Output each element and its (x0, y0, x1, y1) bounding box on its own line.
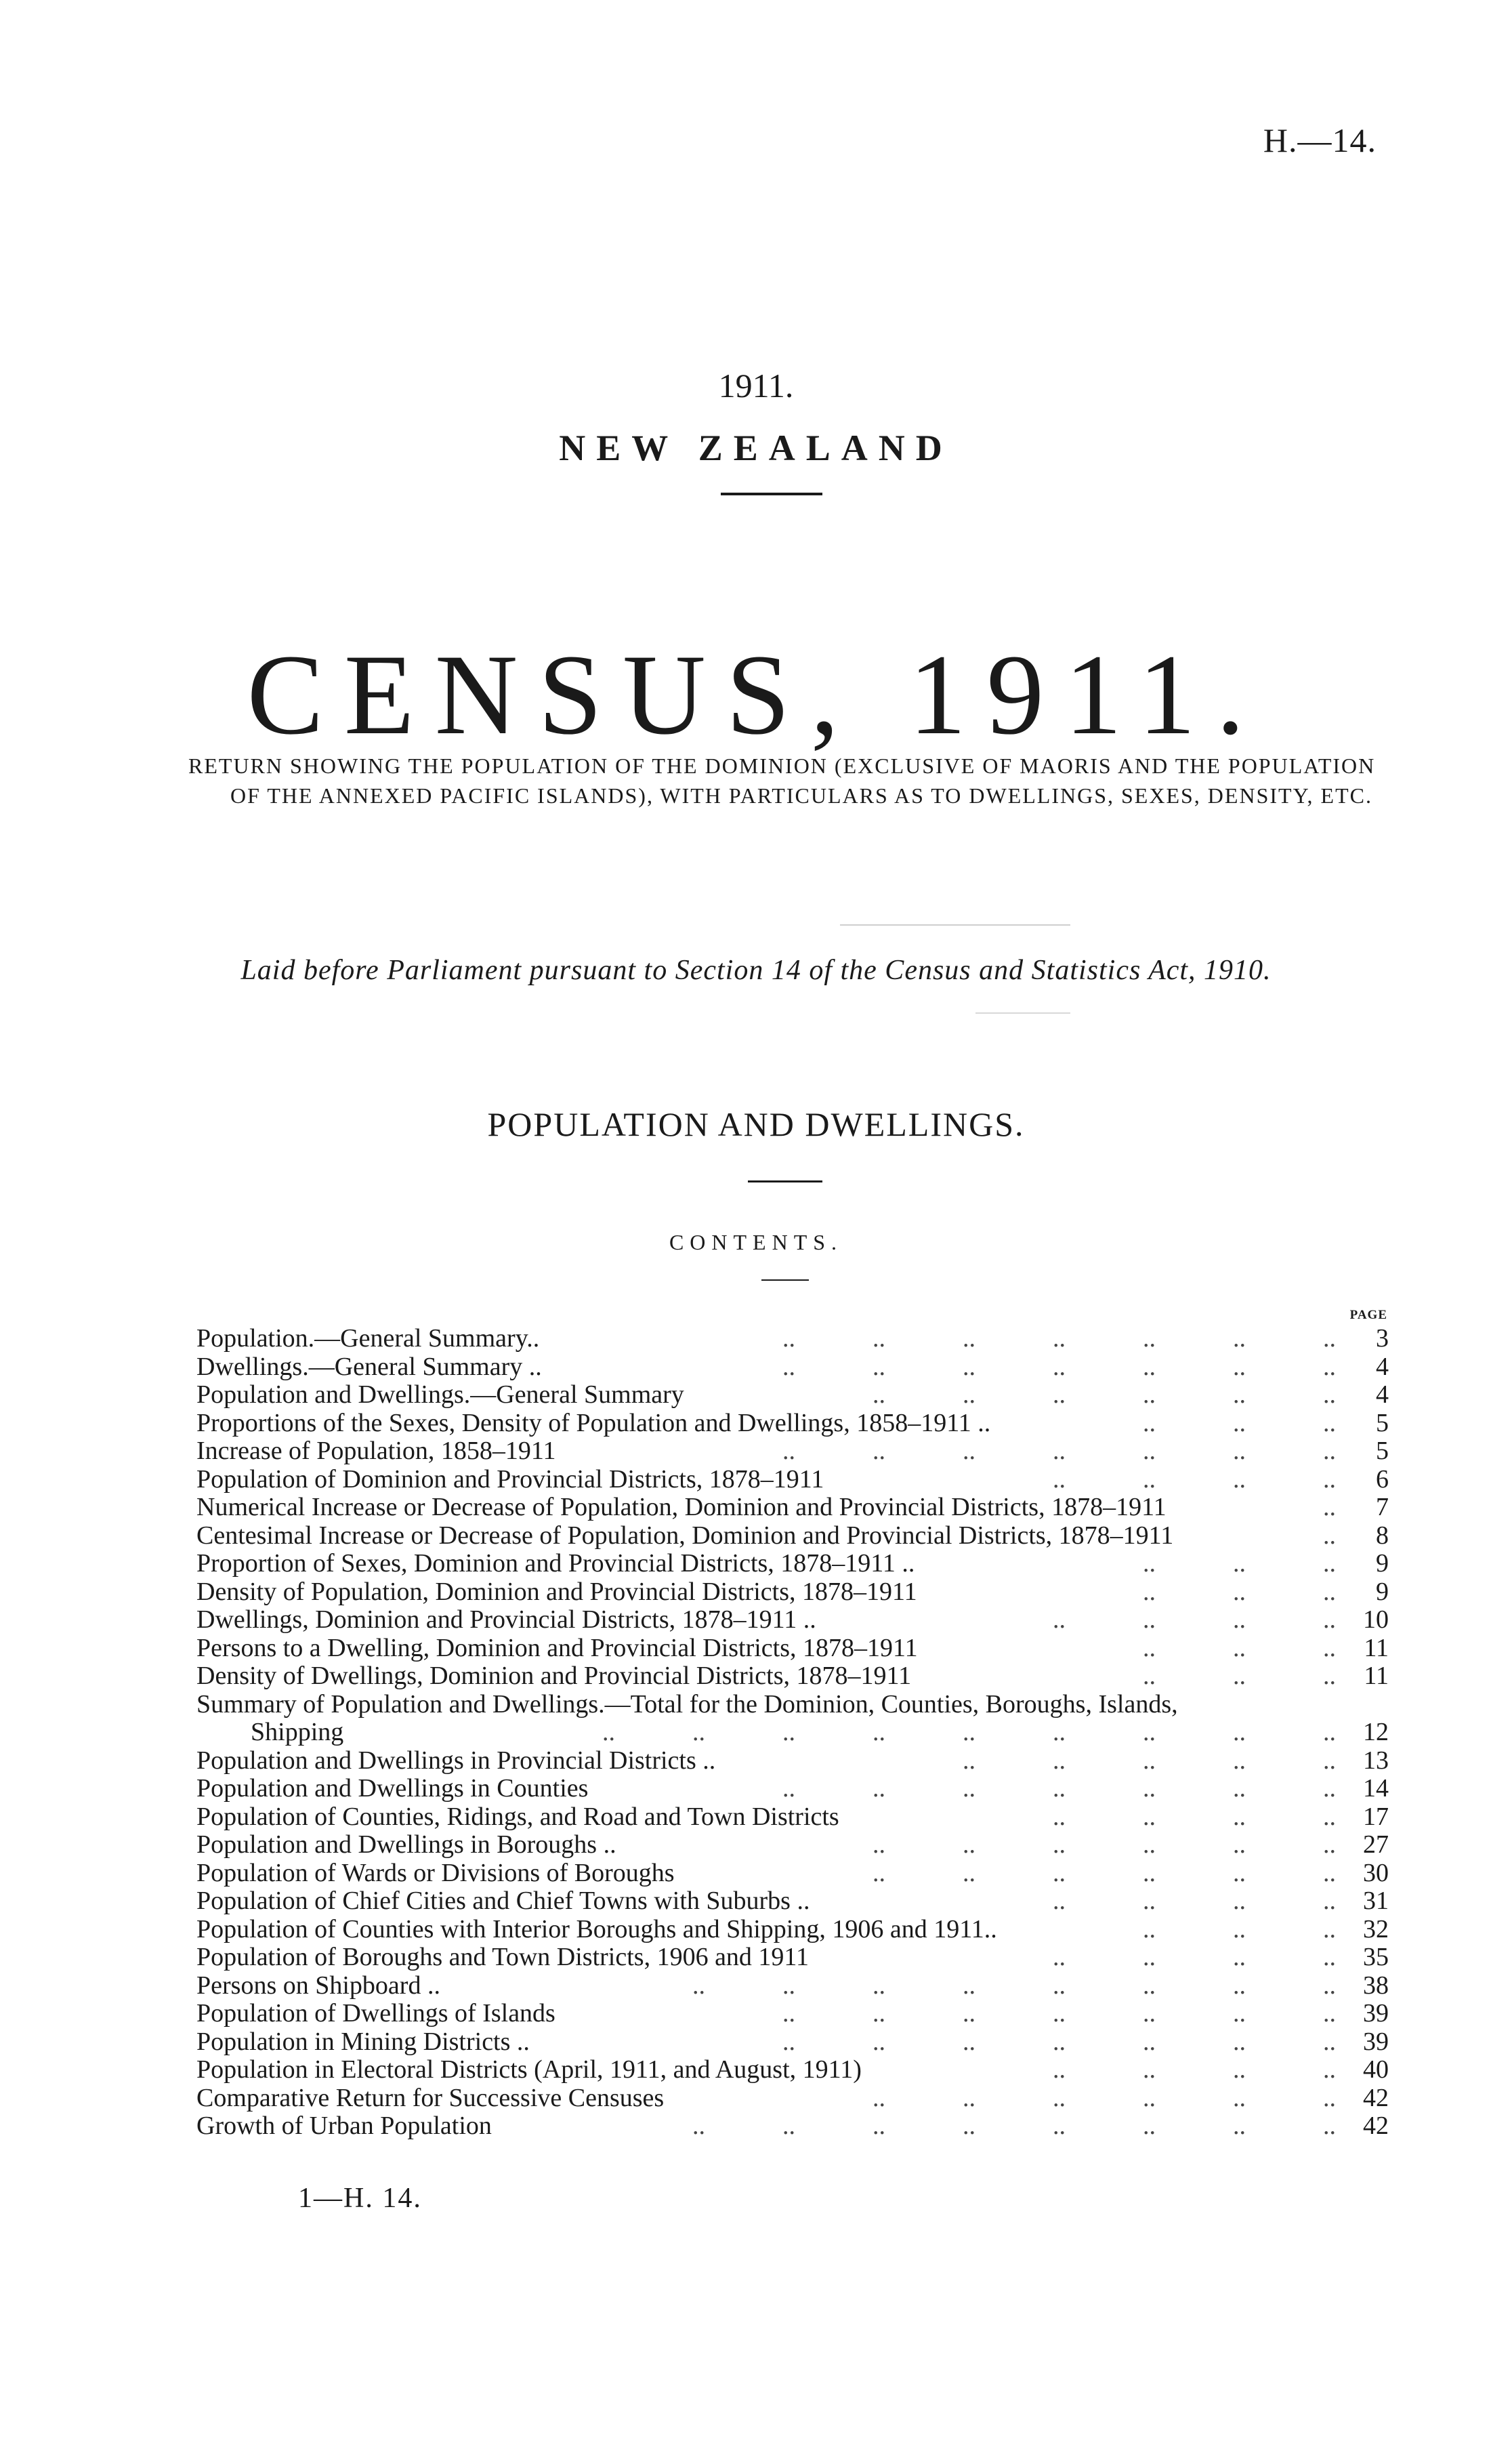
dot-leader: .. .. .. (1143, 1633, 1336, 1662)
contents-entry (196, 1409, 1389, 1438)
dot-leader: .. .. .. .. .. .. .. (782, 2027, 1336, 2056)
contents-entry-page: 4 (1376, 1380, 1389, 1409)
contents-entry (196, 1437, 1389, 1466)
dot-leader: .. .. .. .. .. .. (873, 1858, 1336, 1887)
contents-entry-title: Population of Dominion and Provincial Districts, 1878–1911 (196, 1464, 824, 1494)
sheet-signature: 1—H. 14. (298, 2183, 422, 2214)
faint-mark (975, 1012, 1070, 1014)
contents-entry (196, 1747, 1389, 1775)
contents-entry (196, 1381, 1389, 1409)
contents-entry-title: Population and Dwellings.—General Summary (196, 1380, 684, 1409)
contents-entry-page: 5 (1376, 1408, 1389, 1437)
contents-entry-title: Population of Boroughs and Town Districts, 1906 and 1911 (196, 1943, 810, 1971)
subtitle (188, 751, 1381, 810)
document-year: 1911. (718, 367, 794, 405)
contents-entry-title: Population of Counties with Interior Boroughs and Shipping, 1906 and 1911.. (196, 1914, 997, 1943)
contents-entry-page: 40 (1363, 2055, 1389, 2084)
dot-leader: .. (1323, 1493, 1336, 1521)
country-heading: NEW ZEALAND (559, 428, 953, 468)
contents-entry-title: Population of Dwellings of Islands (196, 1999, 555, 2028)
dot-leader: .. .. .. .. .. .. .. .. (692, 1971, 1336, 2000)
contents-list (196, 1325, 1389, 2141)
contents-entry-title: Density of Dwellings, Dominion and Provincial Districts, 1878–1911 (196, 1662, 912, 1690)
contents-entry-page: 14 (1363, 1774, 1389, 1803)
dot-leader: .. (1323, 1521, 1336, 1550)
contents-entry (196, 1943, 1389, 1972)
dot-leader: .. .. .. .. .. .. (873, 1830, 1336, 1859)
contents-entry-title: Density of Population, Dominion and Provincial Districts, 1878–1911 (196, 1577, 917, 1606)
subtitle-text: RETURN SHOWING THE POPULATION OF THE DOMINION (EXCLUSIVE OF MAORIS AND THE POPULATION OF THE ANNEXED PACIFIC ISLANDS), WITH PARTICULARS AS TO DWELLINGS, SEXES, DENSITY, ETC. (188, 754, 1376, 808)
contents-entry (196, 1466, 1389, 1494)
contents-entry-title: Population and Dwellings in Provincial Districts .. (196, 1746, 716, 1775)
dot-leader: .. .. .. .. .. .. .. .. .. (602, 1718, 1336, 1746)
contents-entry-page: 39 (1363, 1999, 1389, 2028)
contents-entry (196, 2028, 1389, 2057)
contents-entry (196, 1691, 1389, 1719)
contents-entry (196, 2056, 1389, 2084)
dot-leader: .. .. .. .. (1053, 2055, 1336, 2084)
dot-leader: .. .. .. .. (1053, 1802, 1336, 1831)
dot-leader: .. .. .. .. (1053, 1943, 1336, 1971)
contents-entry-page: 8 (1376, 1521, 1389, 1550)
contents-entry (196, 1831, 1389, 1859)
divider-rule (721, 493, 822, 495)
contents-entry-title: Population of Chief Cities and Chief Towns with Suburbs .. (196, 1887, 810, 1915)
contents-entry (196, 1662, 1389, 1691)
contents-entry-title: Persons on Shipboard .. (196, 1971, 440, 2000)
dot-leader: .. .. .. .. .. .. (873, 1380, 1336, 1409)
contents-entry-title: Population of Wards or Divisions of Boroughs (196, 1858, 675, 1887)
contents-entry-page: 6 (1376, 1464, 1389, 1494)
contents-entry-title: Proportion of Sexes, Dominion and Provincial Districts, 1878–1911 .. (196, 1549, 915, 1578)
contents-entry (196, 1859, 1389, 1888)
main-title: CENSUS, 1911. (247, 631, 1265, 758)
contents-entry-title: Population and Dwellings in Counties (196, 1774, 589, 1803)
faint-mark (840, 924, 1070, 926)
contents-heading: CONTENTS. (669, 1230, 843, 1254)
contents-entry-title: Dwellings.—General Summary .. (196, 1352, 542, 1381)
contents-entry-page: 30 (1363, 1858, 1389, 1887)
dot-leader: .. .. .. .. .. .. .. (782, 1324, 1336, 1353)
contents-entry-title: Comparative Return for Successive Censuses (196, 2083, 665, 2112)
contents-entry-page: 11 (1364, 1633, 1389, 1662)
dot-leader: .. .. .. .. (1053, 1887, 1336, 1915)
dot-leader: .. .. .. .. (1053, 1605, 1336, 1634)
contents-entry-page: 3 (1376, 1324, 1389, 1353)
contents-entry (196, 1775, 1389, 1803)
contents-entry (196, 1803, 1389, 1832)
contents-entry (196, 2112, 1389, 2141)
dot-leader: .. .. .. .. .. .. .. .. (692, 2112, 1336, 2140)
dot-leader: .. .. .. .. .. (963, 1746, 1336, 1775)
section-title: POPULATION AND DWELLINGS. (487, 1105, 1025, 1143)
contents-entry-title: Population in Electoral Districts (April, 1911, and August, 1911) (196, 2055, 862, 2084)
contents-entry-title: Numerical Increase or Decrease of Population, Dominion and Provincial Districts, 1878–1911 (196, 1493, 1167, 1521)
contents-entry-page: 39 (1363, 2027, 1389, 2056)
contents-entry-title: Increase of Population, 1858–1911 (196, 1437, 556, 1465)
contents-entry-page: 31 (1363, 1887, 1389, 1915)
contents-entry-title: Summary of Population and Dwellings.—Total for the Dominion, Counties, Boroughs, Islands, (196, 1689, 1178, 1719)
contents-entry-title: Population and Dwellings in Boroughs .. (196, 1830, 616, 1859)
page-reference: H.—14. (1263, 121, 1377, 159)
dot-leader: .. .. .. .. .. .. .. (782, 1437, 1336, 1465)
contents-entry-page: 38 (1363, 1971, 1389, 2000)
contents-entry (196, 1578, 1389, 1607)
contents-entry-page: 7 (1376, 1493, 1389, 1521)
divider-rule (748, 1180, 822, 1182)
contents-entry-title: Proportions of the Sexes, Density of Population and Dwellings, 1858–1911 .. (196, 1408, 991, 1437)
contents-entry-page: 9 (1376, 1577, 1389, 1606)
contents-entry-title: Growth of Urban Population (196, 2112, 492, 2140)
contents-entry-page: 12 (1363, 1718, 1389, 1746)
contents-entry-page: 27 (1363, 1830, 1389, 1859)
contents-entry (196, 2084, 1389, 2113)
divider-rule (761, 1279, 809, 1281)
contents-entry (196, 1972, 1389, 2000)
contents-entry-title: Population of Counties, Ridings, and Road and Town Districts (196, 1802, 839, 1831)
dot-leader: .. .. .. (1143, 1662, 1336, 1690)
contents-entry-title: Shipping (251, 1718, 344, 1746)
page-column-label: PAGE (1349, 1308, 1387, 1322)
dot-leader: .. .. .. (1143, 1549, 1336, 1578)
dot-leader: .. .. .. .. (1053, 1464, 1336, 1494)
dot-leader: .. .. .. (1143, 1408, 1336, 1437)
contents-entry (196, 1634, 1389, 1663)
contents-entry (196, 1916, 1389, 1944)
contents-entry-title: Dwellings, Dominion and Provincial Districts, 1878–1911 .. (196, 1605, 816, 1634)
contents-entry-page: 5 (1376, 1437, 1389, 1465)
contents-entry-page: 11 (1364, 1662, 1389, 1690)
dot-leader: .. .. .. .. .. .. .. (782, 1352, 1336, 1381)
contents-entry-page: 9 (1376, 1549, 1389, 1578)
contents-entry-title: Centesimal Increase or Decrease of Population, Dominion and Provincial Districts, 1878–1911 (196, 1521, 1174, 1550)
contents-entry-title: Population in Mining Districts .. (196, 2027, 530, 2056)
contents-entry-page: 13 (1363, 1746, 1389, 1775)
dot-leader: .. .. .. .. .. .. .. (782, 1774, 1336, 1803)
contents-entry-page: 32 (1363, 1914, 1389, 1943)
contents-entry-title: Persons to a Dwelling, Dominion and Provincial Districts, 1878–1911 (196, 1633, 918, 1662)
contents-entry (196, 1719, 1389, 1747)
contents-entry-page: 42 (1363, 2112, 1389, 2140)
contents-entry-page: 10 (1363, 1605, 1389, 1634)
contents-entry (196, 1606, 1389, 1634)
contents-entry-page: 42 (1363, 2083, 1389, 2112)
contents-entry (196, 1522, 1389, 1550)
contents-entry (196, 1494, 1389, 1522)
contents-entry (196, 1325, 1389, 1353)
contents-entry-page: 35 (1363, 1943, 1389, 1971)
contents-entry (196, 1353, 1389, 1382)
contents-entry-page: 4 (1376, 1352, 1389, 1381)
dot-leader: .. .. .. (1143, 1914, 1336, 1943)
contents-entry (196, 2000, 1389, 2028)
contents-entry (196, 1887, 1389, 1916)
contents-entry-title: Population.—General Summary.. (196, 1324, 540, 1353)
dot-leader: .. .. .. .. .. .. .. (782, 1999, 1336, 2028)
contents-entry-page: 17 (1363, 1802, 1389, 1831)
dot-leader: .. .. .. .. .. .. (873, 2083, 1336, 2112)
dot-leader: .. .. .. (1143, 1577, 1336, 1606)
laid-before-note: Laid before Parliament pursuant to Section 14 of the Census and Statistics Act, 1910. (240, 955, 1272, 986)
contents-entry (196, 1550, 1389, 1578)
